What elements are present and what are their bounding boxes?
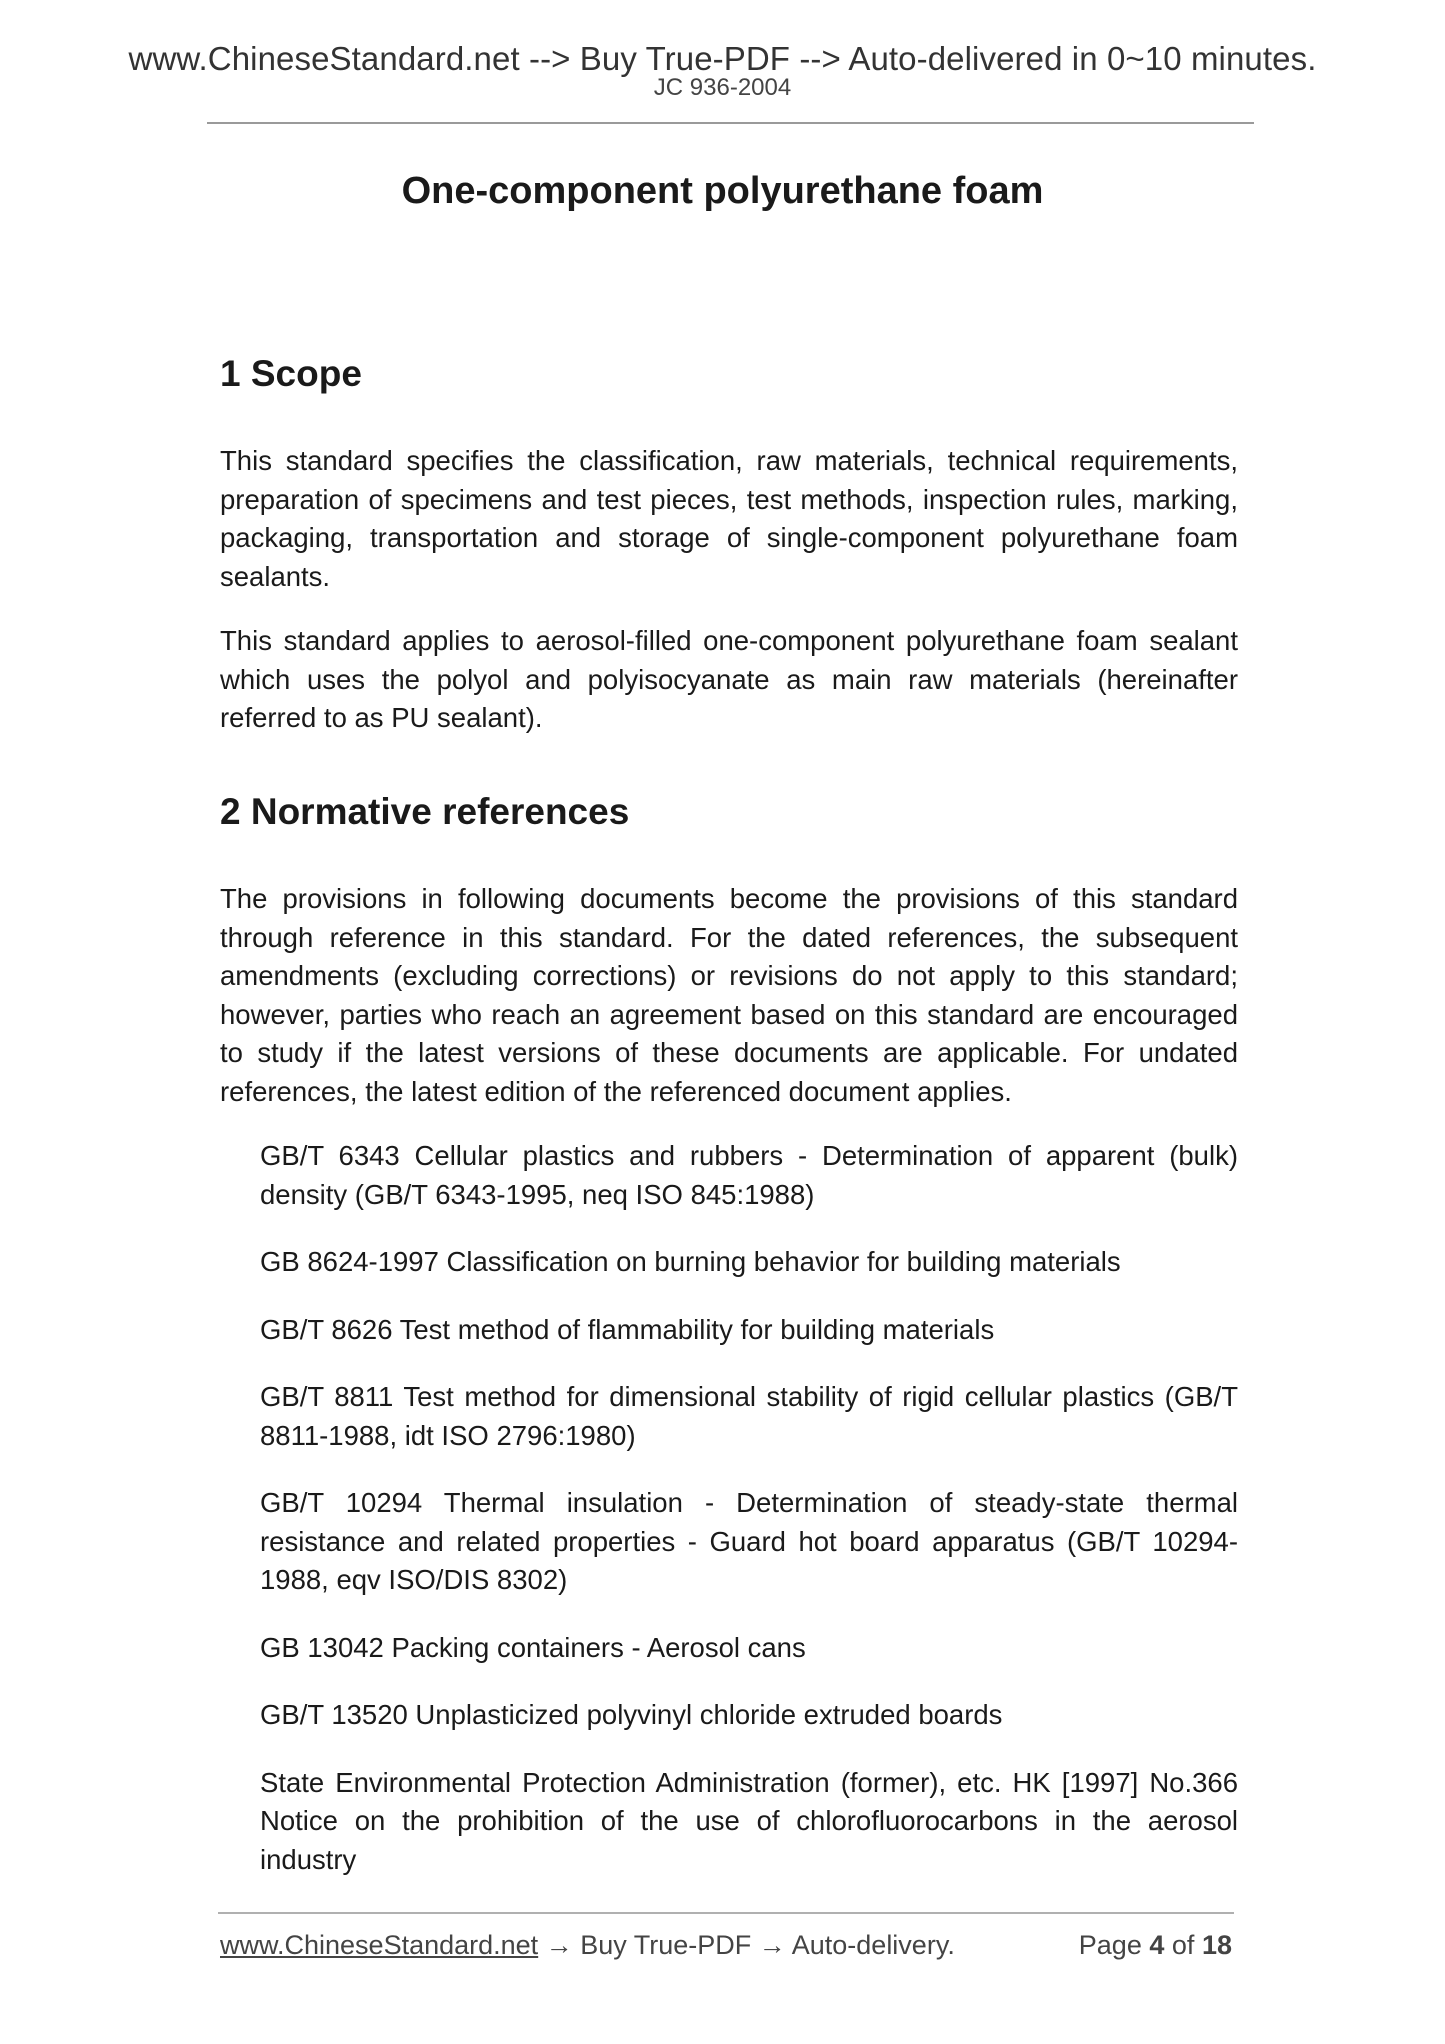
page-footer bbox=[220, 1930, 1232, 1961]
reference-item: GB/T 13520 Unplasticized polyvinyl chloride extruded boards bbox=[260, 1699, 1003, 1731]
document-title: One-component polyurethane foam bbox=[401, 170, 1044, 212]
page-total: 18 bbox=[1201, 1930, 1232, 1960]
page-label: Page bbox=[1078, 1930, 1142, 1960]
scope-paragraph: This standard specifies the classification, raw materials, technical requirements, preparation of specimens and test pieces, test methods, inspection rules, marking, packaging, transportation and storage of single-component polyurethane foam sealants. bbox=[220, 445, 1238, 592]
header-divider bbox=[207, 122, 1254, 124]
page-number: 4 bbox=[1149, 1930, 1165, 1960]
footer-tagline: → Buy True-PDF → Auto-delivery. bbox=[538, 1930, 955, 1960]
reference-item: GB/T 8811 Test method for dimensional stability of rigid cellular plastics (GB/T 8811-1988, idt ISO 2796:1980) bbox=[260, 1381, 1238, 1451]
page-of-label: of bbox=[1171, 1930, 1195, 1960]
reference-item: GB/T 8626 Test method of flammability for building materials bbox=[260, 1313, 995, 1345]
footer-divider bbox=[218, 1912, 1234, 1914]
reference-item: GB/T 6343 Cellular plastics and rubbers - Determination of apparent (bulk) density (GB/T 6343-1995, neq ISO 845:1988) bbox=[260, 1140, 1238, 1210]
reference-item: GB 13042 Packing containers - Aerosol cans bbox=[260, 1631, 806, 1663]
section-heading-normative-references: 2 Normative references bbox=[220, 790, 630, 832]
reference-item: State Environmental Protection Administration (former), etc. HK [1997] No.366 Notice on the prohibition of the use of chlorofluorocarbons in the aerosol industry bbox=[260, 1766, 1238, 1875]
references-intro-paragraph: The provisions in following documents become the provisions of this standard through reference in this standard. For the dated references, the subsequent amendments (excluding corrections) or revisions do not apply to this standard; however, parties who reach an agreement based on this standard are encouraged to study if the latest versions of these documents are applicable. For undated references, the latest edition of the referenced document applies. bbox=[220, 883, 1238, 1107]
reference-item: GB/T 10294 Thermal insulation - Determination of steady-state thermal resistance and related properties - Guard hot board apparatus (GB/T 10294-1988, eqv ISO/DIS 8302) bbox=[260, 1487, 1238, 1596]
standard-code: JC 936-2004 bbox=[653, 74, 792, 101]
reference-item: GB 8624-1997 Classification on burning behavior for building materials bbox=[260, 1246, 1121, 1278]
scope-paragraph: This standard applies to aerosol-filled one-component polyurethane foam sealant which uses the polyol and polyisocyanate as main raw materials (hereinafter referred to as PU sealant). bbox=[220, 625, 1238, 734]
section-heading-scope: 1 Scope bbox=[220, 353, 362, 394]
footer-promo bbox=[220, 1930, 955, 1961]
footer-website-link[interactable]: www.ChineseStandard.net bbox=[220, 1930, 539, 1960]
page-indicator bbox=[1079, 1930, 1232, 1961]
reference-list bbox=[220, 1137, 1238, 1879]
header-banner: www.ChineseStandard.net --> Buy True-PDF --> Auto-delivered in 0~10 minutes. bbox=[128, 40, 1317, 77]
document-body bbox=[220, 352, 1238, 1908]
